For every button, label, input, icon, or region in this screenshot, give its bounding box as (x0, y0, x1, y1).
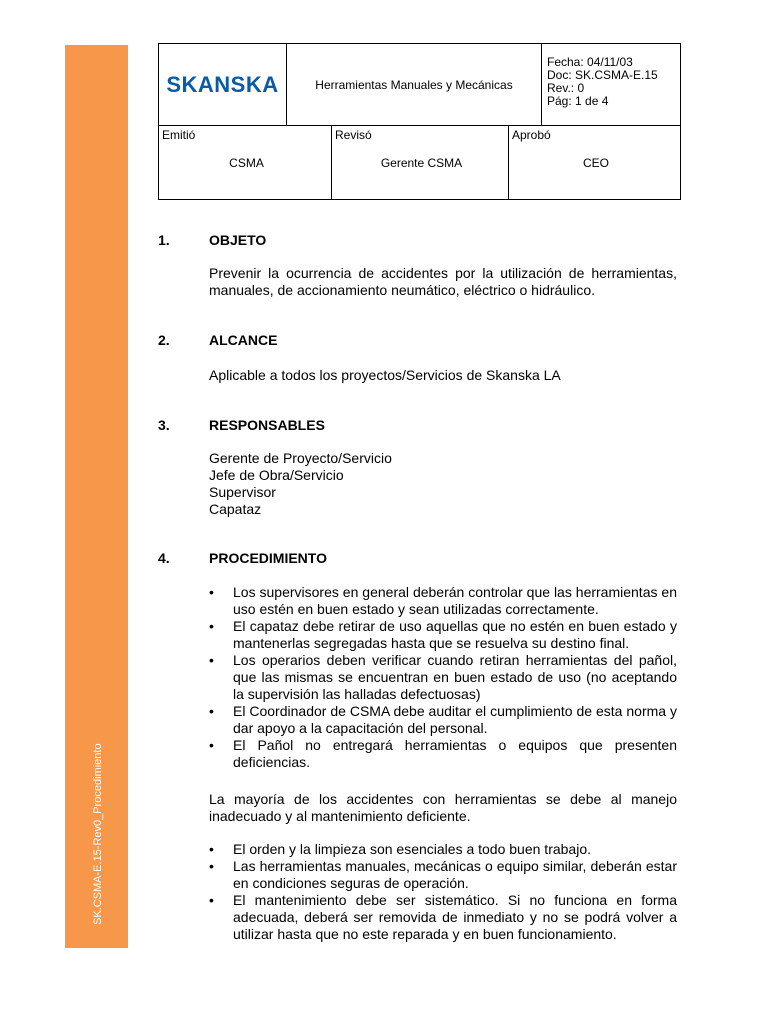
list-item: • El Pañol no entregará herramientas o equipos que presenten deficiencias. (209, 737, 677, 771)
procedimiento-bullets-2 (209, 841, 677, 943)
list-item: • El Coordinador de CSMA debe auditar el cumplimiento de esta norma y dar apoyo a la capacitación del personal. (209, 703, 677, 737)
list-item: Capataz (209, 501, 262, 517)
section-title-alcance: ALCANCE (209, 332, 278, 348)
signature-label: Revisó (335, 128, 372, 142)
alcance-text: Aplicable a todos los proyectos/Servicios de Skanska LA (209, 367, 561, 383)
list-item: Jefe de Obra/Servicio (209, 467, 344, 483)
responsables-list (209, 450, 392, 518)
section-title-objeto: OBJETO (209, 232, 267, 248)
procedimiento-paragraph: La mayoría de los accidentes con herramientas se debe al manejo inadecuado y al mantenimiento deficiente. (209, 791, 677, 824)
signature-value: CSMA (229, 156, 264, 170)
section-title-procedimiento: PROCEDIMIENTO (209, 550, 327, 566)
meta-fecha: Fecha: 04/11/03 (547, 55, 633, 69)
section-number: 2. (158, 332, 170, 348)
list-item: • Las herramientas manuales, mecánicas o equipo similar, deberán estar en condiciones seguras de operación. (209, 858, 677, 892)
section-number: 1. (158, 232, 170, 248)
list-item: • Los operarios deben verificar cuando retiran herramientas del pañol, que las mismas se encuentran en buen estado de uso (no aceptando la supervisión las halladas defectuosas) (209, 652, 677, 703)
signature-value: CEO (582, 156, 609, 170)
signature-label: Emitió (162, 128, 196, 142)
list-item: Gerente de Proyecto/Servicio (209, 450, 392, 466)
document-title: Herramientas Manuales y Mecánicas (287, 44, 542, 126)
meta-pag: Pág: 1 de 4 (547, 94, 609, 108)
sidebar-doc-id: SK.CSMA-E.15-Rev0_Procedimiento (92, 743, 104, 925)
list-item: Supervisor (209, 484, 276, 500)
section-number: 4. (158, 550, 170, 566)
signature-label: Aprobó (512, 128, 551, 142)
list-item: • Los supervisores en general deberán controlar que las herramientas en uso estén en buen estado y sean utilizadas correctamente. (209, 584, 677, 618)
signature-value: Gerente CSMA (380, 156, 463, 170)
meta-doc: Doc: SK.CSMA-E.15 (547, 68, 658, 82)
section-number: 3. (158, 417, 170, 433)
meta-rev: Rev.: 0 (547, 81, 585, 95)
section-title-responsables: RESPONSABLES (209, 417, 325, 433)
list-item: • El capataz debe retirar de uso aquellas que no estén en buen estado y mantenerlas segregadas hasta que se resuelva su destino final. (209, 618, 677, 652)
objeto-text: Prevenir la ocurrencia de accidentes por la utilización de herramientas, manuales, de accionamiento neumático, eléctrico o hidráulico. (209, 265, 677, 298)
skanska-logo: SKANSKA (166, 72, 279, 97)
list-item: • El orden y la limpieza son esenciales a todo buen trabajo. (209, 841, 677, 858)
procedimiento-bullets-1 (209, 584, 677, 771)
list-item: • El mantenimiento debe ser sistemático. Si no funciona en forma adecuada, deberá ser removida de inmediato y no se podrá volver a utilizar hasta que no este reparada y en buen funcionamiento. (209, 892, 677, 943)
